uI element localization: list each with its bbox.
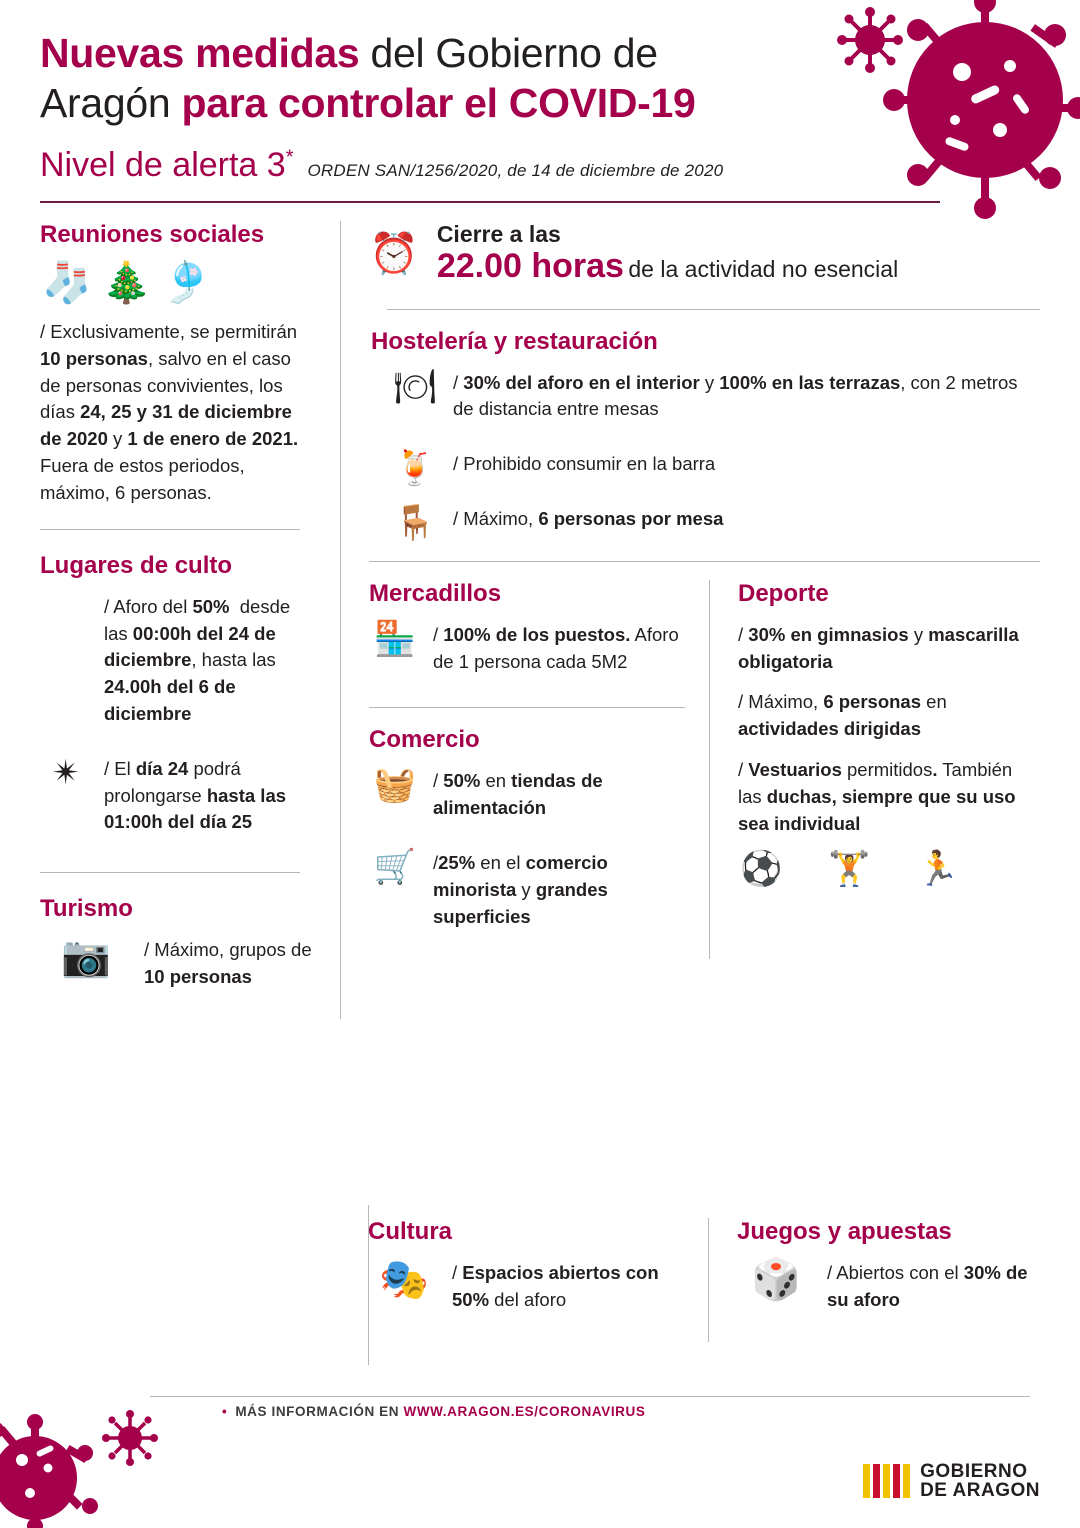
turismo-item (40, 937, 316, 1005)
section-title-reuniones: Reuniones sociales (40, 221, 265, 249)
mid-divider (369, 707, 685, 708)
title-part-1: Nuevas medidas (40, 30, 360, 76)
deporte-text-2: / Máximo, 6 personas en actividades dirigidas (738, 691, 947, 740)
reuniones-text: / Exclusivamente, se permitirán 10 personas, salvo en el caso de personas convivientes, los días 24, 25 y 31 de diciembre de 2020 y 1 de enero de 2021. Fuera de estos periodos, máximo, 6 personas. (40, 321, 299, 503)
alert-level-text: Nivel de alerta 3 (40, 146, 286, 185)
section-title-hosteleria: Hostelería y restauración (371, 327, 658, 355)
christmas-stocking-icon: 🧦 (42, 261, 92, 306)
deporte-icons (740, 849, 1040, 888)
closing-hours: 22.00 horas (436, 247, 624, 286)
shopping-cart-icon: 🛒 (373, 848, 417, 887)
section-title-juegos: Juegos y apuestas (737, 1218, 952, 1245)
star-sparkle-icon: ✴ (51, 753, 81, 792)
running-icon: 🏃 (916, 849, 960, 888)
hosteleria-text-1: / 30% del aforo en el interior y 100% en las terrazas, con 2 metros de distancia entre mesas (453, 371, 1018, 420)
culto-item-2 (40, 753, 316, 850)
comercio-text-2: /25% en el comercio minorista y grandes superficies (433, 852, 608, 927)
deporte-text-1: / 30% en gimnasios y mascarilla obligatoria (738, 623, 1019, 672)
soccer-ball-icon: ⚽ (740, 849, 783, 888)
left-column (40, 221, 340, 1019)
cultura-text: / Espacios abiertos con 50% del aforo (452, 1262, 659, 1310)
alarm-clock-icon: ⏰ (369, 231, 419, 276)
hosteleria-item-3 (389, 506, 1040, 547)
juegos-block (708, 1218, 1040, 1342)
deporte-text-3: / Vestuarios permitidos. También las duchas, siempre que su uso sea individual (738, 759, 1016, 834)
weightlifting-icon: 🏋 (828, 849, 871, 888)
comercio-item-2 (369, 850, 685, 944)
more-info-label: MÁS INFORMACIÓN EN (235, 1404, 400, 1419)
hosteleria-item-2 (389, 451, 1040, 492)
title-part-2: del Gobierno de (359, 30, 658, 76)
title-part-4: para controlar el COVID-19 (181, 80, 696, 127)
header (0, 0, 1080, 185)
footer-divider (150, 1396, 1030, 1397)
page-title (40, 28, 870, 128)
table-chairs-icon: 🪑 (393, 504, 437, 542)
cultura-item (368, 1260, 688, 1328)
cultura-block (368, 1218, 708, 1342)
coronavirus-url[interactable]: WWW.ARAGON.ES/CORONAVIRUS (403, 1404, 646, 1419)
reuniones-icons (42, 261, 316, 306)
alert-level-line (40, 146, 1040, 185)
orden-reference: ORDEN SAN/1256/2020, de 14 de diciembre de 2020 (307, 161, 724, 181)
bullet-icon: • (222, 1404, 228, 1419)
food-cloche-icon: 🍽 (393, 367, 437, 406)
gobierno-text (920, 1462, 1040, 1500)
mid-right-column (709, 580, 1040, 959)
hosteleria-item-1 (389, 367, 1040, 438)
aragon-flag-icon (863, 1464, 910, 1498)
more-info-line (222, 1404, 645, 1419)
section-title-deporte: Deporte (738, 579, 829, 607)
mid-left-column (369, 580, 709, 959)
closing-line2: de la actividad no esencial (628, 256, 899, 283)
section-title-mercadillos: Mercadillos (369, 579, 502, 607)
market-stall-icon: 🏪 (373, 619, 417, 658)
footer (0, 1388, 1080, 1528)
culto-text-2: / El día 24 podrá prolongarse hasta las 01:00h del día 25 (104, 757, 287, 833)
culto-text-1: / Aforo del 50% desde las 00:00h del 24 de diciembre, hasta las 24.00h del 6 de diciembre (104, 595, 291, 724)
gobierno-line1: GOBIERNO (920, 1461, 1028, 1482)
alert-level-asterisk: * (285, 146, 294, 169)
comercio-item-1 (369, 768, 685, 836)
closing-time-block (369, 221, 1040, 287)
right-divider-2 (369, 561, 1040, 562)
right-column (340, 221, 1040, 1019)
main-content (40, 221, 1040, 1019)
dice-icon: 🎲 (751, 1258, 801, 1302)
juegos-item (737, 1260, 1040, 1328)
culto-item-1 (40, 594, 316, 742)
left-divider-1 (40, 529, 300, 530)
alert-level (40, 146, 293, 185)
closing-line1: Cierre a las (436, 221, 561, 248)
christmas-tree-icon: 🎄 (101, 261, 152, 306)
hosteleria-text-2: / Prohibido consumir en la barra (453, 453, 716, 475)
section-title-cultura: Cultura (368, 1218, 452, 1245)
section-title-comercio: Comercio (369, 726, 480, 754)
header-divider (40, 201, 940, 203)
juegos-text: / Abiertos con el 30% de su aforo (827, 1262, 1028, 1310)
bottom-sections (368, 1218, 1040, 1342)
comercio-text-1: / 50% en tiendas de alimentación (433, 770, 603, 819)
theatre-masks-icon: 🎭 (379, 1258, 429, 1302)
turismo-text: / Máximo, grupos de 10 personas (144, 939, 312, 988)
mercadillos-text: / 100% de los puestos. Aforo de 1 persona cada 5M2 (433, 623, 679, 672)
cocktail-icon: 🍹 (393, 449, 437, 488)
gobierno-aragon-logo (863, 1462, 1040, 1500)
hosteleria-text-3: / Máximo, 6 personas por mesa (453, 508, 724, 529)
mid-two-columns (369, 580, 1040, 959)
title-part-3: Aragón (40, 80, 182, 127)
gobierno-line2: DE ARAGON (920, 1480, 1040, 1501)
christmas-bauble-icon: 🎐 (161, 261, 212, 306)
left-divider-2 (40, 872, 300, 873)
section-title-turismo: Turismo (40, 895, 133, 923)
shopping-basket-icon: 🧺 (373, 766, 417, 805)
mercadillos-item (369, 619, 685, 690)
right-divider-1 (387, 309, 1040, 310)
section-title-culto: Lugares de culto (40, 551, 233, 579)
camera-icon: 📷 (61, 935, 111, 980)
